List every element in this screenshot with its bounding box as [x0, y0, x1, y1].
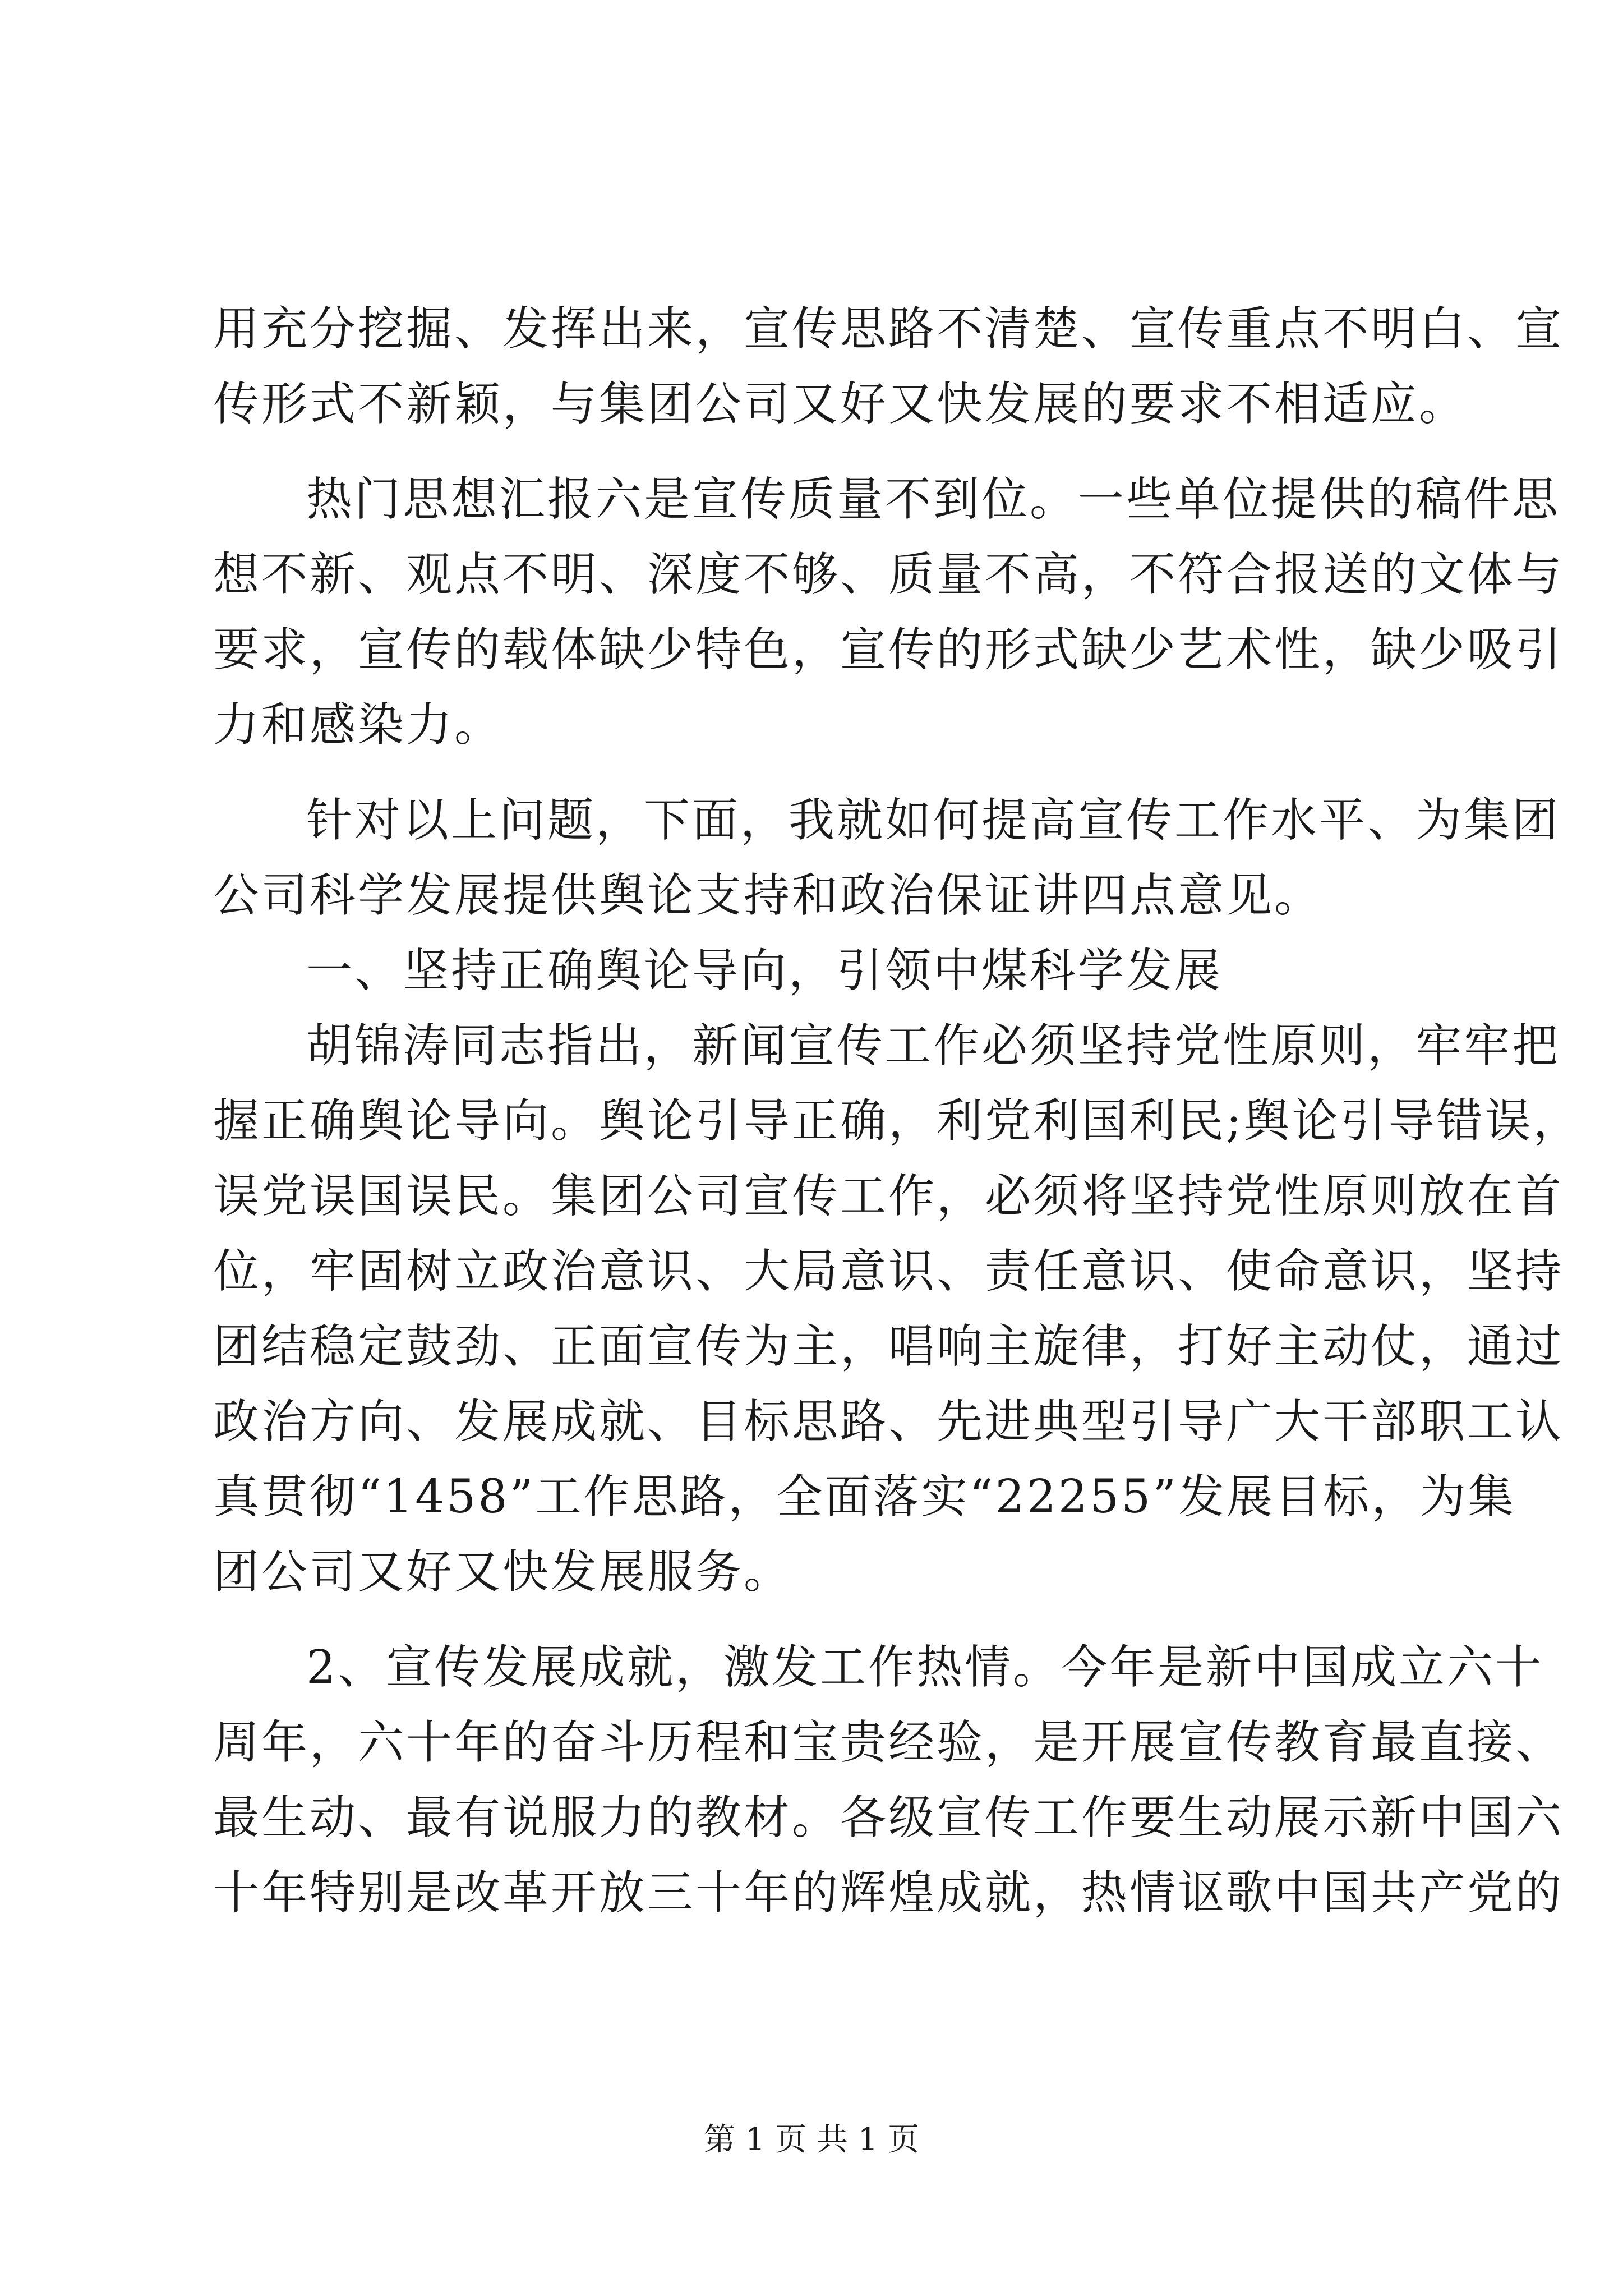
text-line: 团结稳定鼓劲、正面宣传为主，唱响主旋律，打好主动仗，通过 [213, 1320, 1564, 1373]
text-line: 力和感染力。 [213, 698, 503, 752]
document-body [213, 292, 1581, 1931]
paragraph-first-line: 2、宣传发展成就，激发工作热情。今年是新中国成立六十 [306, 1641, 1544, 1694]
text-line: 用充分挖掘、发挥出来，宣传思路不清楚、宣传重点不明白、宣 [213, 302, 1564, 356]
text-line: 最生动、最有说服力的教材。各级宣传工作要生动展示新中国六 [213, 1791, 1564, 1844]
paragraph-first-line: 针对以上问题，下面，我就如何提高宣传工作水平、为集团 [306, 794, 1561, 847]
text-line: 误党误国误民。集团公司宣传工作，必须将坚持党性原则放在首 [213, 1170, 1564, 1223]
text-line: 位，牢固树立政治意识、大局意识、责任意识、使命意识，坚持 [213, 1245, 1564, 1298]
page-number-label: 第 1 页 共 1 页 [703, 2122, 920, 2158]
text-line: 公司科学发展提供舆论支持和政治保证讲四点意见。 [213, 869, 1323, 922]
text-line: 传形式不新颖，与集团公司又好又快发展的要求不相适应。 [213, 378, 1468, 431]
paragraph-first-line: 胡锦涛同志指出，新闻宣传工作必须坚持党性原则，牢牢把 [306, 1019, 1561, 1073]
text-line: 周年，六十年的奋斗历程和宝贵经验，是开展宣传教育最直接、 [213, 1716, 1564, 1769]
paragraph-first-line: 热门思想汇报六是宣传质量不到位。一些单位提供的稿件思 [306, 473, 1561, 526]
text-line: 十年特别是改革开放三十年的辉煌成就，热情讴歌中国共产党的 [213, 1866, 1564, 1920]
section-heading: 一、坚持正确舆论导向，引领中煤科学发展 [306, 944, 1223, 997]
page-footer [0, 2120, 1623, 2160]
text-line: 团公司又好又快发展服务。 [213, 1545, 792, 1599]
text-line: 要求，宣传的载体缺少特色，宣传的形式缺少艺术性，缺少吸引 [213, 623, 1564, 677]
text-line: 政治方向、发展成就、目标思路、先进典型引导广大干部职工认 [213, 1395, 1564, 1448]
text-line: 真贯彻“1458”工作思路，全面落实“22255”发展目标，为集 [213, 1470, 1516, 1524]
text-line: 握正确舆论导向。舆论引导正确，利党利国利民;舆论引导错误， [213, 1094, 1581, 1148]
text-line: 想不新、观点不明、深度不够、质量不高，不符合报送的文体与 [213, 548, 1564, 601]
